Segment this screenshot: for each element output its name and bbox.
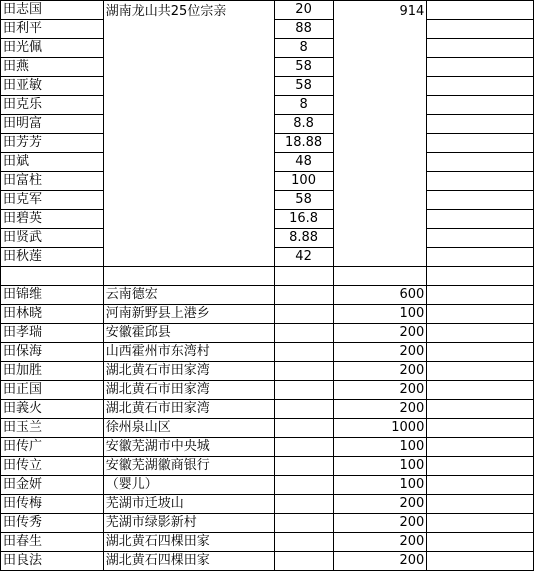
donor-name-cell[interactable]: 田正国 bbox=[1, 381, 104, 400]
table-row bbox=[1, 552, 534, 571]
donation-amount-cell[interactable]: 8.8 bbox=[274, 115, 333, 134]
donor-place-cell[interactable]: （婴儿） bbox=[103, 476, 274, 495]
table-row bbox=[1, 400, 534, 419]
donor-place-cell[interactable]: 山西霍州市东湾村 bbox=[103, 343, 274, 362]
empty-cell[interactable] bbox=[274, 552, 333, 571]
empty-cell[interactable] bbox=[427, 267, 534, 286]
empty-cell[interactable] bbox=[427, 457, 534, 476]
empty-cell[interactable] bbox=[427, 286, 534, 305]
empty-cell[interactable] bbox=[427, 305, 534, 324]
donor-name-cell[interactable]: 田富柱 bbox=[1, 172, 104, 191]
donor-place-cell[interactable]: 河南新野县上港乡 bbox=[103, 305, 274, 324]
donor-name-cell[interactable]: 田加胜 bbox=[1, 362, 104, 381]
empty-cell[interactable] bbox=[333, 267, 427, 286]
donation-amount-cell[interactable]: 200 bbox=[333, 324, 427, 343]
empty-cell[interactable] bbox=[427, 362, 534, 381]
empty-cell[interactable] bbox=[427, 229, 534, 248]
separator-row bbox=[1, 267, 534, 286]
donor-place-cell[interactable]: 徐州泉山区 bbox=[103, 419, 274, 438]
donation-amount-cell[interactable]: 1000 bbox=[333, 419, 427, 438]
donor-name-cell[interactable]: 田碧英 bbox=[1, 210, 104, 229]
donation-amount-cell[interactable]: 16.8 bbox=[274, 210, 333, 229]
empty-cell[interactable] bbox=[274, 362, 333, 381]
donor-name-cell[interactable]: 田志国 bbox=[1, 1, 104, 20]
donor-name-cell[interactable]: 田克军 bbox=[1, 191, 104, 210]
empty-cell[interactable] bbox=[1, 267, 104, 286]
empty-cell[interactable] bbox=[274, 286, 333, 305]
donor-place-cell[interactable]: 安徽霍邱县 bbox=[103, 324, 274, 343]
empty-cell[interactable] bbox=[427, 533, 534, 552]
donation-amount-cell[interactable]: 48 bbox=[274, 153, 333, 172]
donation-amount-cell[interactable]: 88 bbox=[274, 20, 333, 39]
donation-amount-cell[interactable]: 200 bbox=[333, 533, 427, 552]
donor-place-cell[interactable]: 湖北黄石市田家湾 bbox=[103, 381, 274, 400]
empty-cell[interactable] bbox=[427, 20, 534, 39]
donor-name-cell[interactable]: 田锦维 bbox=[1, 286, 104, 305]
donor-name-cell[interactable]: 田传秀 bbox=[1, 514, 104, 533]
empty-cell[interactable] bbox=[427, 39, 534, 58]
empty-cell[interactable] bbox=[274, 495, 333, 514]
donation-amount-cell[interactable]: 200 bbox=[333, 381, 427, 400]
empty-cell[interactable] bbox=[427, 210, 534, 229]
empty-cell[interactable] bbox=[274, 457, 333, 476]
donation-amount-cell[interactable]: 200 bbox=[333, 362, 427, 381]
table-row bbox=[1, 381, 534, 400]
group-place-cell[interactable]: 湖南龙山共25位宗亲 bbox=[103, 1, 274, 267]
donor-name-cell[interactable]: 田良法 bbox=[1, 552, 104, 571]
donor-name-cell[interactable]: 田光佩 bbox=[1, 39, 104, 58]
empty-cell[interactable] bbox=[427, 400, 534, 419]
donation-amount-cell[interactable]: 200 bbox=[333, 514, 427, 533]
donation-amount-cell[interactable]: 18.88 bbox=[274, 134, 333, 153]
table-row bbox=[1, 1, 534, 20]
donor-place-cell[interactable]: 湖北黄石四棵田家 bbox=[103, 552, 274, 571]
donation-amount-cell[interactable]: 200 bbox=[333, 400, 427, 419]
donation-amount-cell[interactable]: 100 bbox=[333, 438, 427, 457]
empty-cell[interactable] bbox=[427, 191, 534, 210]
donor-name-cell[interactable]: 田贤武 bbox=[1, 229, 104, 248]
donation-amount-cell[interactable]: 100 bbox=[274, 172, 333, 191]
table-row bbox=[1, 362, 534, 381]
donor-name-cell[interactable]: 田明富 bbox=[1, 115, 104, 134]
empty-cell[interactable] bbox=[274, 533, 333, 552]
donor-place-cell[interactable]: 安徽芜湖徽商银行 bbox=[103, 457, 274, 476]
empty-cell[interactable] bbox=[427, 58, 534, 77]
empty-cell[interactable] bbox=[427, 1, 534, 20]
donor-name-cell[interactable]: 田斌 bbox=[1, 153, 104, 172]
donor-name-cell[interactable]: 田金妍 bbox=[1, 476, 104, 495]
donation-amount-cell[interactable]: 58 bbox=[274, 77, 333, 96]
donor-name-cell[interactable]: 田传广 bbox=[1, 438, 104, 457]
donation-amount-cell[interactable]: 42 bbox=[274, 248, 333, 267]
sheet-body bbox=[1, 1, 534, 571]
empty-cell[interactable] bbox=[427, 96, 534, 115]
empty-cell[interactable] bbox=[427, 514, 534, 533]
donation-amount-cell[interactable]: 100 bbox=[333, 457, 427, 476]
empty-cell[interactable] bbox=[274, 400, 333, 419]
donor-place-cell[interactable]: 湖北黄石市田家湾 bbox=[103, 400, 274, 419]
donor-name-cell[interactable]: 田利平 bbox=[1, 20, 104, 39]
empty-cell[interactable] bbox=[427, 552, 534, 571]
donation-amount-cell[interactable]: 200 bbox=[333, 495, 427, 514]
donation-amount-cell[interactable]: 58 bbox=[274, 191, 333, 210]
donor-name-cell[interactable]: 田燕 bbox=[1, 58, 104, 77]
empty-cell[interactable] bbox=[427, 153, 534, 172]
donation-amount-cell[interactable]: 200 bbox=[333, 343, 427, 362]
donor-name-cell[interactable]: 田春生 bbox=[1, 533, 104, 552]
donor-name-cell[interactable]: 田林晓 bbox=[1, 305, 104, 324]
donor-name-cell[interactable]: 田義火 bbox=[1, 400, 104, 419]
empty-cell[interactable] bbox=[427, 248, 534, 267]
donor-place-cell[interactable]: 芜湖市迁坡山 bbox=[103, 495, 274, 514]
donation-amount-cell[interactable]: 20 bbox=[274, 1, 333, 20]
empty-cell[interactable] bbox=[274, 476, 333, 495]
empty-cell[interactable] bbox=[274, 381, 333, 400]
empty-cell[interactable] bbox=[427, 419, 534, 438]
table-row bbox=[1, 324, 534, 343]
empty-cell[interactable] bbox=[427, 115, 534, 134]
donor-name-cell[interactable]: 田秋莲 bbox=[1, 248, 104, 267]
donor-place-cell[interactable]: 湖北黄石市田家湾 bbox=[103, 362, 274, 381]
donation-amount-cell[interactable]: 8 bbox=[274, 96, 333, 115]
empty-cell[interactable] bbox=[274, 267, 333, 286]
donation-amount-cell[interactable]: 600 bbox=[333, 286, 427, 305]
empty-cell[interactable] bbox=[427, 172, 534, 191]
empty-cell[interactable] bbox=[427, 324, 534, 343]
donor-name-cell[interactable]: 田孝瑞 bbox=[1, 324, 104, 343]
table-row bbox=[1, 457, 534, 476]
empty-cell[interactable] bbox=[427, 476, 534, 495]
donor-place-cell[interactable]: 云南德宏 bbox=[103, 286, 274, 305]
empty-cell[interactable] bbox=[274, 324, 333, 343]
donation-amount-cell[interactable]: 8 bbox=[274, 39, 333, 58]
donation-amount-cell[interactable]: 100 bbox=[333, 305, 427, 324]
donation-amount-cell[interactable]: 58 bbox=[274, 58, 333, 77]
donor-name-cell[interactable]: 田克乐 bbox=[1, 96, 104, 115]
empty-cell[interactable] bbox=[103, 267, 274, 286]
donor-name-cell[interactable]: 田芳芳 bbox=[1, 134, 104, 153]
donor-name-cell[interactable]: 田传立 bbox=[1, 457, 104, 476]
group-total-cell[interactable]: 914 bbox=[333, 1, 427, 267]
donation-amount-cell[interactable]: 200 bbox=[333, 552, 427, 571]
table-row bbox=[1, 286, 534, 305]
donor-place-cell[interactable]: 芜湖市绿影新村 bbox=[103, 514, 274, 533]
donor-name-cell[interactable]: 田传梅 bbox=[1, 495, 104, 514]
table-row bbox=[1, 495, 534, 514]
table-row bbox=[1, 343, 534, 362]
empty-cell[interactable] bbox=[427, 77, 534, 96]
empty-cell[interactable] bbox=[427, 381, 534, 400]
empty-cell[interactable] bbox=[274, 305, 333, 324]
empty-cell[interactable] bbox=[274, 438, 333, 457]
donor-place-cell[interactable]: 安徽芜湖市中央城 bbox=[103, 438, 274, 457]
empty-cell[interactable] bbox=[274, 419, 333, 438]
table-row bbox=[1, 305, 534, 324]
table-row bbox=[1, 438, 534, 457]
donation-amount-cell[interactable]: 100 bbox=[333, 476, 427, 495]
empty-cell[interactable] bbox=[427, 495, 534, 514]
table-row bbox=[1, 533, 534, 552]
table-row bbox=[1, 419, 534, 438]
donor-name-cell[interactable]: 田亚敏 bbox=[1, 77, 104, 96]
empty-cell[interactable] bbox=[427, 134, 534, 153]
empty-cell[interactable] bbox=[274, 343, 333, 362]
table-row bbox=[1, 514, 534, 533]
donor-name-cell[interactable]: 田保海 bbox=[1, 343, 104, 362]
donation-amount-cell[interactable]: 8.88 bbox=[274, 229, 333, 248]
empty-cell[interactable] bbox=[427, 343, 534, 362]
empty-cell[interactable] bbox=[427, 438, 534, 457]
table-row bbox=[1, 476, 534, 495]
donor-place-cell[interactable]: 湖北黄石四棵田家 bbox=[103, 533, 274, 552]
donor-name-cell[interactable]: 田玉兰 bbox=[1, 419, 104, 438]
empty-cell[interactable] bbox=[274, 514, 333, 533]
